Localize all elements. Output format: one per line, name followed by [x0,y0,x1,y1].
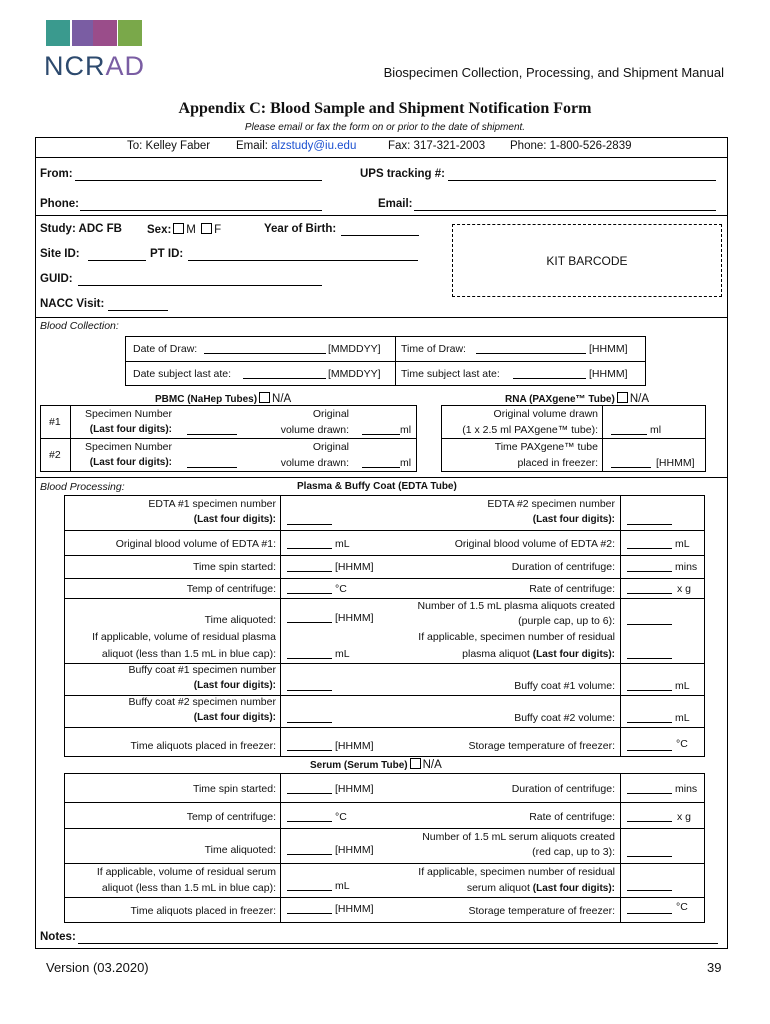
buffy1-vol-field[interactable] [627,690,672,691]
serum-rate-label: Rate of centrifuge: [529,811,615,823]
notes-field[interactable] [78,943,718,944]
serum-num-2: (red cap, up to 3): [532,846,615,858]
rna-time-field[interactable] [611,467,651,468]
email-link[interactable]: alzstudy@iu.edu [271,140,357,152]
temp-label: Temp of centrifuge: [186,583,276,595]
time-ate-label: Time subject last ate: [401,368,500,380]
sex-f-checkbox[interactable] [201,223,212,234]
num-plasma-2: (purple cap, up to 6): [518,615,615,627]
serum-spin-label: Time spin started: [192,783,276,795]
serum-aliquoted-hhmm: [HHMM] [335,844,374,856]
ml-1: ml [400,424,412,436]
buffy2-label: Buffy coat #2 specimen number [128,696,276,708]
buffy2-ml: mL [675,712,690,724]
resid-plasma-field[interactable] [287,658,332,659]
serum-num-field[interactable] [627,856,672,857]
edta1-label: EDTA #1 specimen number [148,498,276,510]
from-field[interactable] [75,180,322,181]
duration-label: Duration of centrifuge: [511,561,615,573]
duration-field[interactable] [627,571,672,572]
serum-duration-mins: mins [675,783,698,795]
edta1-last-four: (Last four digits): [193,514,276,525]
serum-aliquoted-field[interactable] [287,854,332,855]
buffy2-vol-field[interactable] [627,722,672,723]
resid-spec-field[interactable] [627,658,672,659]
resid-plasma-1: If applicable, volume of residual plasma [92,631,276,643]
manual-title: Biospecimen Collection, Processing, and Shipment Manual [383,65,724,80]
orig-2: Original [312,441,349,453]
buffy1-last-four: (Last four digits): [193,680,276,691]
duration-mins: mins [675,561,698,573]
logo: NCRAD [44,51,146,81]
pbmc-vol-1-field[interactable] [362,434,400,435]
serum-resid-1: If applicable, volume of residual serum [96,866,276,878]
rate-field[interactable] [627,593,672,594]
rna-title: RNA (PAXgene™ Tube) N/A [505,393,649,405]
processing-heading: Blood Processing: [40,481,125,493]
buffy2-last-four: (Last four digits): [193,712,276,723]
pt-label: PT ID: [150,248,184,260]
email-label: Email: alzstudy@iu.edu [236,140,357,152]
temp-field[interactable] [287,593,332,594]
version-text: Version (03.2020) [46,960,149,975]
kit-barcode-box: KIT BARCODE [452,224,722,297]
site-field[interactable] [88,260,146,261]
form-title: Appendix C: Blood Sample and Shipment Notification Form [178,100,592,117]
ups-field[interactable] [448,180,716,181]
plasma-title: Plasma & Buffy Coat (EDTA Tube) [297,481,457,492]
notes-label: Notes: [40,931,76,943]
spin-label: Time spin started: [192,561,276,573]
serum-freezer-hhmm: [HHMM] [335,903,374,915]
serum-storage-label: Storage temperature of freezer: [468,905,615,917]
edta2-label: EDTA #2 specimen number [487,498,615,510]
ups-label: UPS tracking #: [360,168,445,180]
orig2-label: Original blood volume of EDTA #2: [454,538,615,550]
buffy1-vol-label: Buffy coat #1 volume: [514,680,615,692]
serum-spec-2: serum aliquot (Last four digits): [466,882,615,894]
vol-drawn-2: volume drawn: [280,457,349,469]
logo-icon-building [118,20,142,46]
date-ate-field[interactable] [243,378,326,379]
serum-duration-label: Duration of centrifuge: [511,783,615,795]
guid-field[interactable] [78,285,322,286]
logo-icon-people [93,20,117,46]
serum-spec-field[interactable] [627,890,672,891]
storage-degc: °C [676,738,688,750]
page-number: 39 [707,960,722,975]
buffy2-field[interactable] [287,722,332,723]
mmddyy-label: [MMDDYY] [328,343,381,355]
date-ate-label: Date subject last ate: [133,368,232,380]
buffy1-ml: mL [675,680,690,692]
to-label: To: Kelley Faber [127,140,211,152]
ml-2: ml [400,457,412,469]
collection-heading: Blood Collection: [40,320,119,332]
freezer-label: Time aliquots placed in freezer: [130,740,276,752]
orig2-field[interactable] [627,548,672,549]
resid-spec-2: plasma aliquot (Last four digits): [462,648,615,660]
pt-field[interactable] [188,260,418,261]
time-ate-field[interactable] [513,378,586,379]
storage-field[interactable] [627,750,672,751]
serum-na-checkbox[interactable] [410,758,421,769]
spin-hhmm: [HHMM] [335,561,374,573]
num-plasma-1: Number of 1.5 mL plasma aliquots created [417,600,615,612]
pbmc-num-1: #1 [49,416,61,428]
serum-rate-xg: x g [677,811,692,823]
phone-field[interactable] [80,210,322,211]
aliquoted-label: Time aliquoted: [204,614,276,626]
buffy1-field[interactable] [287,690,332,691]
serum-freezer-field[interactable] [287,913,332,914]
instruction-text: Please email or fax the form on or prior to the date of shipment. [244,122,526,133]
vol-drawn-1: volume drawn: [280,424,349,436]
rna-vol-field[interactable] [611,434,647,435]
spec-num-1: Specimen Number [85,408,172,420]
serum-spin-field[interactable] [287,793,332,794]
time-draw-field[interactable] [476,353,586,354]
aliquoted-hhmm: [HHMM] [335,612,374,624]
orig1-field[interactable] [287,548,332,549]
rate-label: Rate of centrifuge: [529,583,615,595]
pbmc-spec-1-field[interactable] [187,434,237,435]
storage-label: Storage temperature of freezer: [468,740,615,752]
rna-ml: ml [650,424,662,436]
serum-num-1: Number of 1.5 mL serum aliquots created [422,831,615,843]
edta2-field[interactable] [627,524,672,525]
temp-degc: °C [335,583,347,595]
pbmc-vol-2-field[interactable] [362,467,400,468]
yob-label: Year of Birth: [264,223,337,235]
rate-xg: x g [677,583,692,595]
aliquoted-field[interactable] [287,622,332,623]
time-draw-label: Time of Draw: [401,343,466,355]
edta1-field[interactable] [287,524,332,525]
last-four-1: (Last four digits): [89,424,172,435]
serum-temp-label: Temp of centrifuge: [186,811,276,823]
hhmm-label: [HHMM] [589,343,628,355]
nacc-field[interactable] [108,310,168,311]
from-label: From: [40,168,73,180]
spec-num-2: Specimen Number [85,441,172,453]
serum-aliquoted-label: Time aliquoted: [204,844,276,856]
spin-field[interactable] [287,571,332,572]
date-draw-label: Date of Draw: [133,343,198,355]
orig1-label: Original blood volume of EDTA #1: [115,538,276,550]
serum-resid-2: aliquot (less than 1.5 mL in blue cap): [101,882,276,894]
serum-temp-degc: °C [335,811,347,823]
orig-1: Original [312,408,349,420]
mmddyy-label-2: [MMDDYY] [328,368,381,380]
serum-spin-hhmm: [HHMM] [335,783,374,795]
ship-email-field[interactable] [414,210,716,211]
sex-m-checkbox[interactable] [173,223,184,234]
logo-icon-dna [46,20,70,46]
freezer-field[interactable] [287,750,332,751]
hhmm-label-2: [HHMM] [589,368,628,380]
serum-storage-field[interactable] [627,913,672,914]
rna-time-pax: Time PAXgene™ tube [494,441,598,453]
pbmc-na-checkbox[interactable] [259,392,270,403]
rna-hhmm: [HHMM] [656,457,695,469]
serum-temp-field[interactable] [287,821,332,822]
rna-na-checkbox[interactable] [617,392,628,403]
phone-text: Phone: 1-800-526-2839 [510,140,632,152]
serum-resid-field[interactable] [287,890,332,891]
study-label: Study: ADC FB [40,223,122,235]
edta2-last-four: (Last four digits): [532,514,615,525]
site-label: Site ID: [40,248,80,260]
serum-storage-degc: °C [676,901,688,913]
rna-orig-vol: Original volume drawn [493,408,598,420]
serum-spec-1: If applicable, specimen number of residual [418,866,615,878]
pbmc-num-2: #2 [49,449,61,461]
sex-label: Sex: M F [147,224,222,236]
rna-pax-tube: (1 x 2.5 ml PAXgene™ tube): [462,424,598,436]
buffy1-label: Buffy coat #1 specimen number [128,664,276,676]
resid-spec-1: If applicable, specimen number of residual [418,631,615,643]
serum-rate-field[interactable] [627,821,672,822]
phone-label: Phone: [40,198,79,210]
rna-placed-freezer: placed in freezer: [517,457,598,469]
freezer-hhmm: [HHMM] [335,740,374,752]
pbmc-spec-2-field[interactable] [187,467,237,468]
orig2-ml: mL [675,538,690,550]
serum-duration-field[interactable] [627,793,672,794]
serum-resid-ml: mL [335,880,350,892]
resid-plasma-2: aliquot (less than 1.5 mL in blue cap): [101,648,276,660]
ship-email-label: Email: [378,198,413,210]
guid-label: GUID: [40,273,73,285]
resid-plasma-ml: mL [335,648,350,660]
buffy2-vol-label: Buffy coat #2 volume: [514,712,615,724]
yob-field[interactable] [341,235,419,236]
pbmc-title: PBMC (NaHep Tubes) N/A [155,393,292,405]
last-four-2: (Last four digits): [89,457,172,468]
serum-freezer-label: Time aliquots placed in freezer: [130,905,276,917]
fax-text: Fax: 317-321-2003 [388,140,486,152]
nacc-label: NACC Visit: [40,298,105,310]
num-plasma-field[interactable] [627,624,672,625]
date-draw-field[interactable] [204,353,326,354]
serum-title: Serum (Serum Tube) N/A [310,759,442,771]
orig1-ml: mL [335,538,350,550]
